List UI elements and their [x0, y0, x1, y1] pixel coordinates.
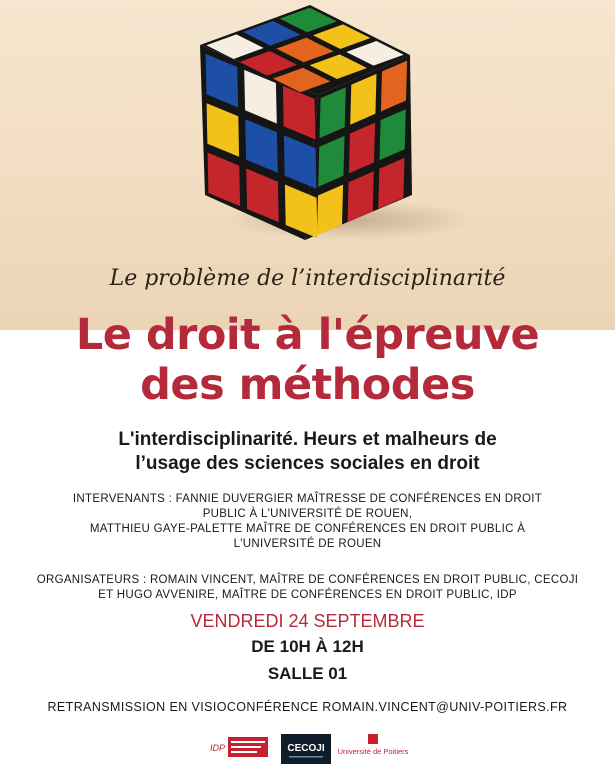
organizers-line-2: ET HUGO AVVENIRE, MAÎTRE DE CONFÉRENCES EN DROIT PUBLIC, IDP: [98, 589, 517, 601]
main-title-line-1: Le droit à l'épreuve: [75, 310, 540, 360]
main-title-line-2: des méthodes: [140, 360, 475, 410]
hero-banner: [0, 0, 615, 330]
organizers-line-1: ORGANISATEURS : ROMAIN VINCENT, MAÎTRE DE CONFÉRENCES EN DROIT PUBLIC, CECOJI: [36, 574, 579, 586]
svg-text:IDP: IDP: [210, 743, 226, 753]
speakers-line-3: MATTHIEU GAYE-PALETTE MAÎTRE DE CONFÉRENCES EN DROIT PUBLIC À: [89, 523, 526, 535]
idp-logo: [210, 734, 270, 760]
cecoji-logo: [281, 734, 331, 764]
poitiers-logo: [337, 734, 409, 766]
svg-text:CECOJI: CECOJI: [287, 743, 325, 754]
event-date: VENDREDI 24 SEPTEMBRE: [190, 611, 425, 631]
speakers-line-2: PUBLIC À L'UNIVERSITÉ DE ROUEN,: [202, 508, 413, 520]
lead-line-1: L'interdisciplinarité. Heurs et malheurs de: [118, 429, 497, 450]
speakers-line-4: L'UNIVERSITÉ DE ROUEN: [233, 538, 382, 550]
lead-line-2: l’usage des sciences sociales en droit: [135, 453, 480, 474]
organizers-block: [30, 573, 585, 603]
main-title: [0, 310, 615, 410]
hero-subtitle: Le problème de l’interdisciplinarité: [109, 266, 506, 291]
partner-logos: [0, 730, 615, 766]
speakers-line-1: INTERVENANTS : FANNIE DUVERGIER MAÎTRESSE DE CONFÉRENCES EN DROIT: [72, 493, 543, 505]
event-room: SALLE 01: [267, 664, 348, 683]
broadcast-info: RETRANSMISSION EN VISIOCONFÉRENCE ROMAIN.VINCENT@UNIV-POITIERS.FR: [47, 700, 568, 714]
speakers-block: [30, 492, 585, 552]
event-time: DE 10H À 12H: [251, 637, 364, 656]
lead-text: [0, 428, 615, 476]
svg-text:Université de Poitiers: Université de Poitiers: [337, 747, 409, 756]
